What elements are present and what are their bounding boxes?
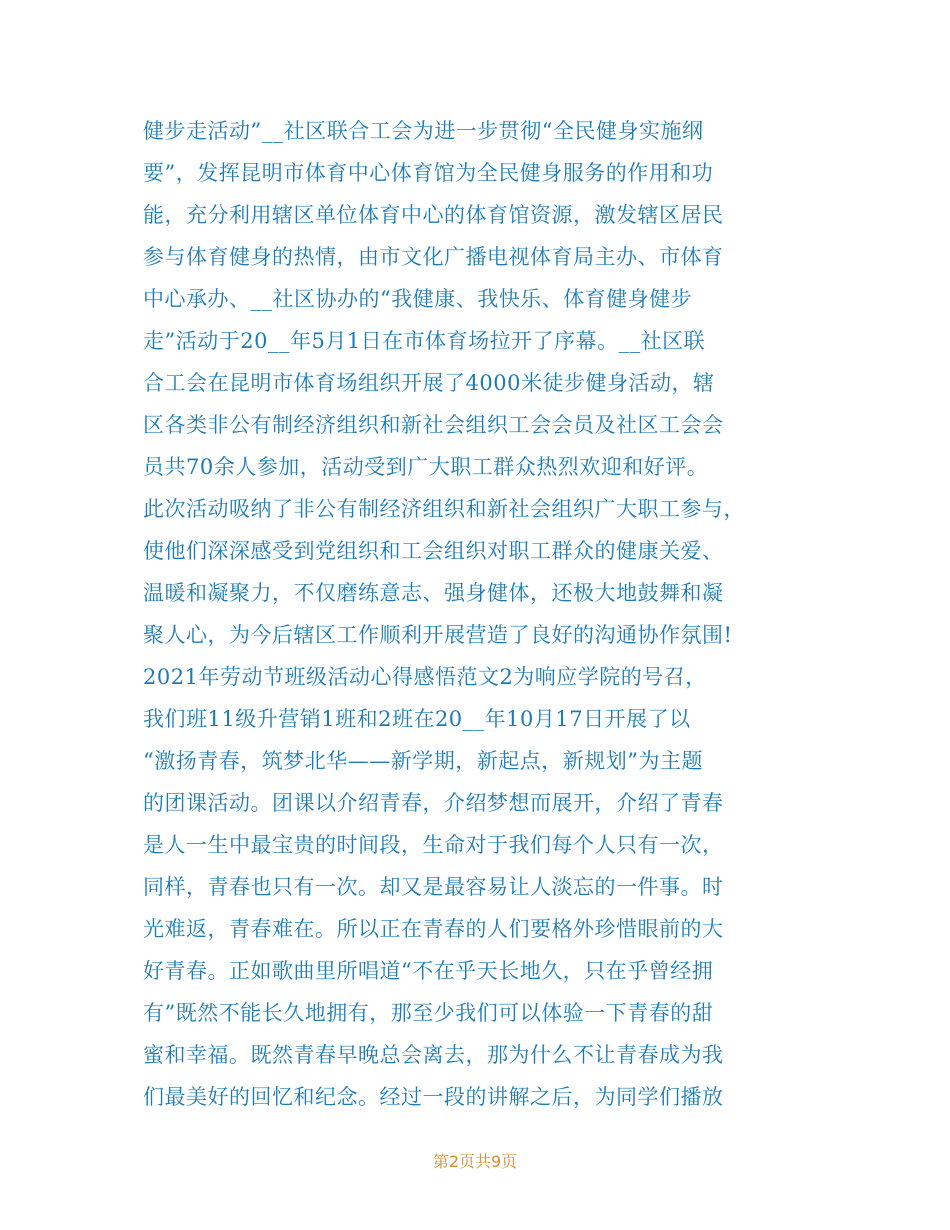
text-line: 光难返，青春难在。所以正在青春的人们要格外珍惜眼前的大 xyxy=(143,917,724,941)
text-line: 此次活动吸纳了非公有制经济组织和新社会组织广大职工参与， xyxy=(143,497,745,521)
text-line: 的团课活动。团课以介绍青春，介绍梦想而展开，介绍了青春 xyxy=(143,791,724,815)
text-line: 好青春。正如歌曲里所唱道“不在乎天长地久，只在乎曾经拥 xyxy=(143,959,714,983)
text-line: 参与体育健身的热情，由市文化广播电视体育局主办、市体育 xyxy=(143,245,724,269)
text-line: “激扬青春，筑梦北华——新学期，新起点，新规划”为主题 xyxy=(143,749,703,773)
page-number-footer: 第2页共9页 xyxy=(432,1152,518,1171)
text-line: 走”活动于20__年5月1日在市体育场拉开了序幕。__社区联 xyxy=(143,329,706,353)
text-line: 们最美好的回忆和纪念。经过一段的讲解之后，为同学们播放 xyxy=(143,1085,724,1109)
text-line: 同样，青春也只有一次。却又是最容易让人淡忘的一件事。时 xyxy=(143,875,724,899)
text-line: 我们班11级升营销1班和2班在20__年10月17日开展了以 xyxy=(143,707,691,731)
text-line: 温暖和凝聚力，不仅磨练意志、强身健体，还极大地鼓舞和凝 xyxy=(143,581,724,605)
text-line: 2021年劳动节班级活动心得感悟范文2为响应学院的号召， xyxy=(143,665,707,689)
text-line: 是人一生中最宝贵的时间段，生命对于我们每个人只有一次， xyxy=(143,833,724,857)
text-line: 中心承办、__社区协办的“我健康、我快乐、体育健身健步 xyxy=(143,287,693,311)
text-line: 区各类非公有制经济组织和新社会组织工会会员及社区工会会 xyxy=(143,413,724,437)
text-line: 蜜和幸福。既然青春早晚总会离去，那为什么不让青春成为我 xyxy=(143,1043,724,1067)
text-line: 有”既然不能长久地拥有，那至少我们可以体验一下青春的甜 xyxy=(143,1001,714,1025)
text-line: 聚人心，为今后辖区工作顺利开展营造了良好的沟通协作氛围! xyxy=(143,623,733,647)
text-line: 合工会在昆明市体育场组织开展了4000米徒步健身活动，辖 xyxy=(143,371,715,395)
body-text xyxy=(143,110,833,1118)
text-line: 使他们深深感受到党组织和工会组织对职工群众的健康关爱、 xyxy=(143,539,724,563)
text-line: 健步走活动”__社区联合工会为进一步贯彻“全民健身实施纲 xyxy=(143,119,704,143)
text-line: 员共70余人参加，活动受到广大职工群众热烈欢迎和好评。 xyxy=(143,455,709,479)
text-line: 能，充分利用辖区单位体育中心的体育馆资源，激发辖区居民 xyxy=(143,203,724,227)
text-line: 要”，发挥昆明市体育中心体育馆为全民健身服务的作用和功 xyxy=(143,161,714,185)
